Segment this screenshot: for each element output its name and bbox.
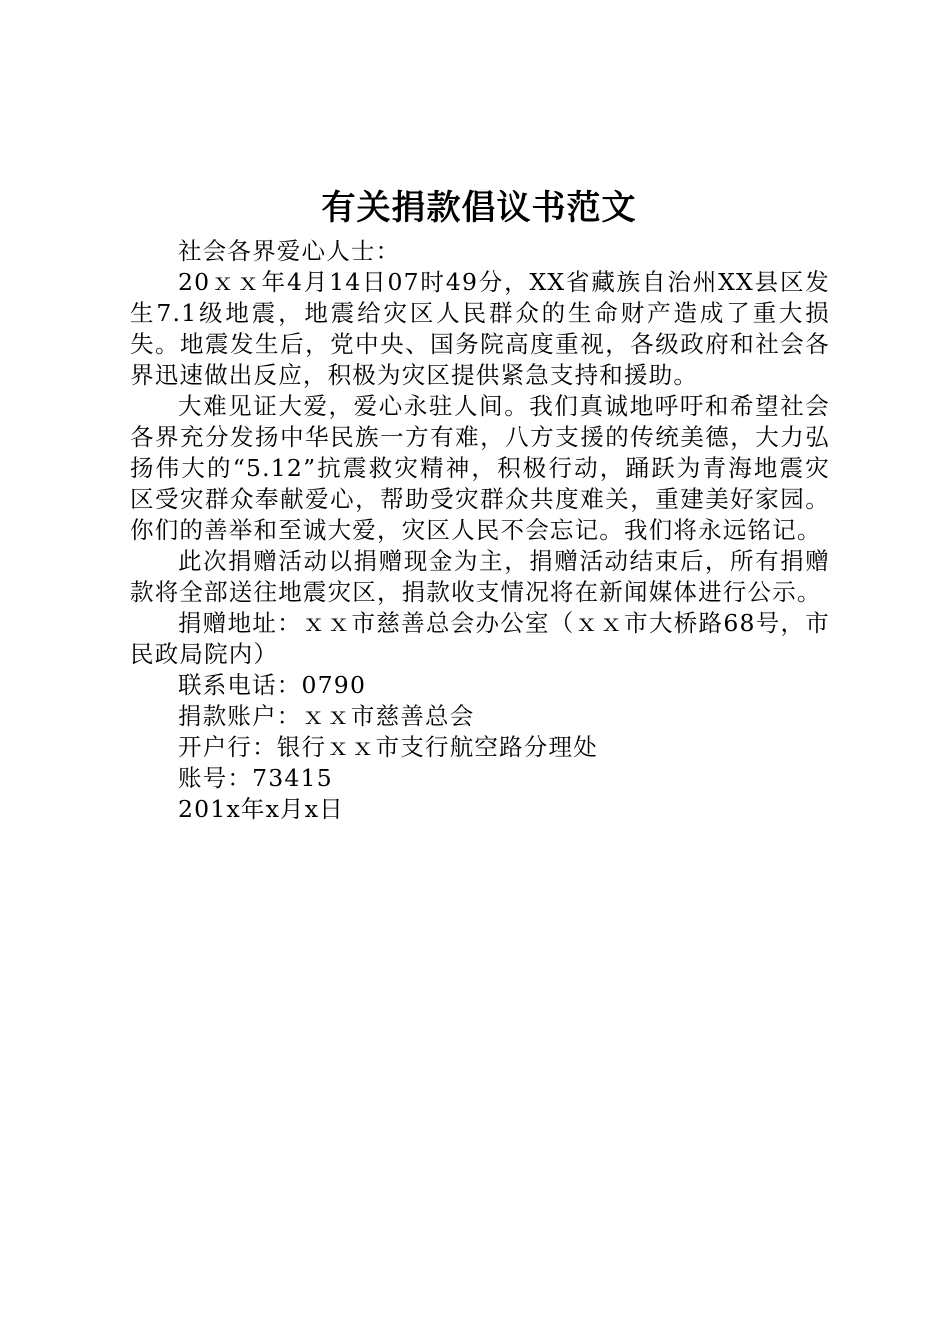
salutation: 社会各界爱心人士： [178,237,401,265]
paragraph-appeal: 大难见证大爱，爱心永驻人间。我们真诚地呼吁和希望社会各界充分发扬中华民族一方有难，八方支援的传统美德，大力弘扬伟大的“5.12”抗震救灾精神，积极行动，踊跃为青海地震灾区受灾群众奉献爱心，帮助受灾群众共度难关，重建美好家园。你们的善举和至诚大爱，灾区人民不会忘记。我们将永远铭记。 [130,392,830,544]
document-title: 有关捐款倡议书范文 [321,188,637,228]
bank-branch: 开户行：银行ｘｘ市支行航空路分理处 [178,733,598,761]
contact-phone: 联系电话：0790 [178,671,367,699]
donation-account-name: 捐款账户：ｘｘ市慈善总会 [178,702,475,730]
document-body [130,236,830,825]
paragraph-donation-address: 捐赠地址：ｘｘ市慈善总会办公室（ｘｘ市大桥路68号，市民政局院内） [130,609,830,668]
paragraph-earthquake: 20ｘｘ年4月14日07时49分，XX省藏族自治州XX县区发生7.1级地震，地震给灾区人民群众的生命财产造成了重大损失。地震发生后，党中央、国务院高度重视，各级政府和社会各界迅速做出反应，积极为灾区提供紧急支持和援助。 [130,268,830,389]
paragraph-donation-method: 此次捐赠活动以捐赠现金为主，捐赠活动结束后，所有捐赠款将全部送往地震灾区，捐款收支情况将在新闻媒体进行公示。 [130,547,830,606]
document-date: 201x年x月x日 [178,795,344,823]
account-number: 账号：73415 [178,764,333,792]
